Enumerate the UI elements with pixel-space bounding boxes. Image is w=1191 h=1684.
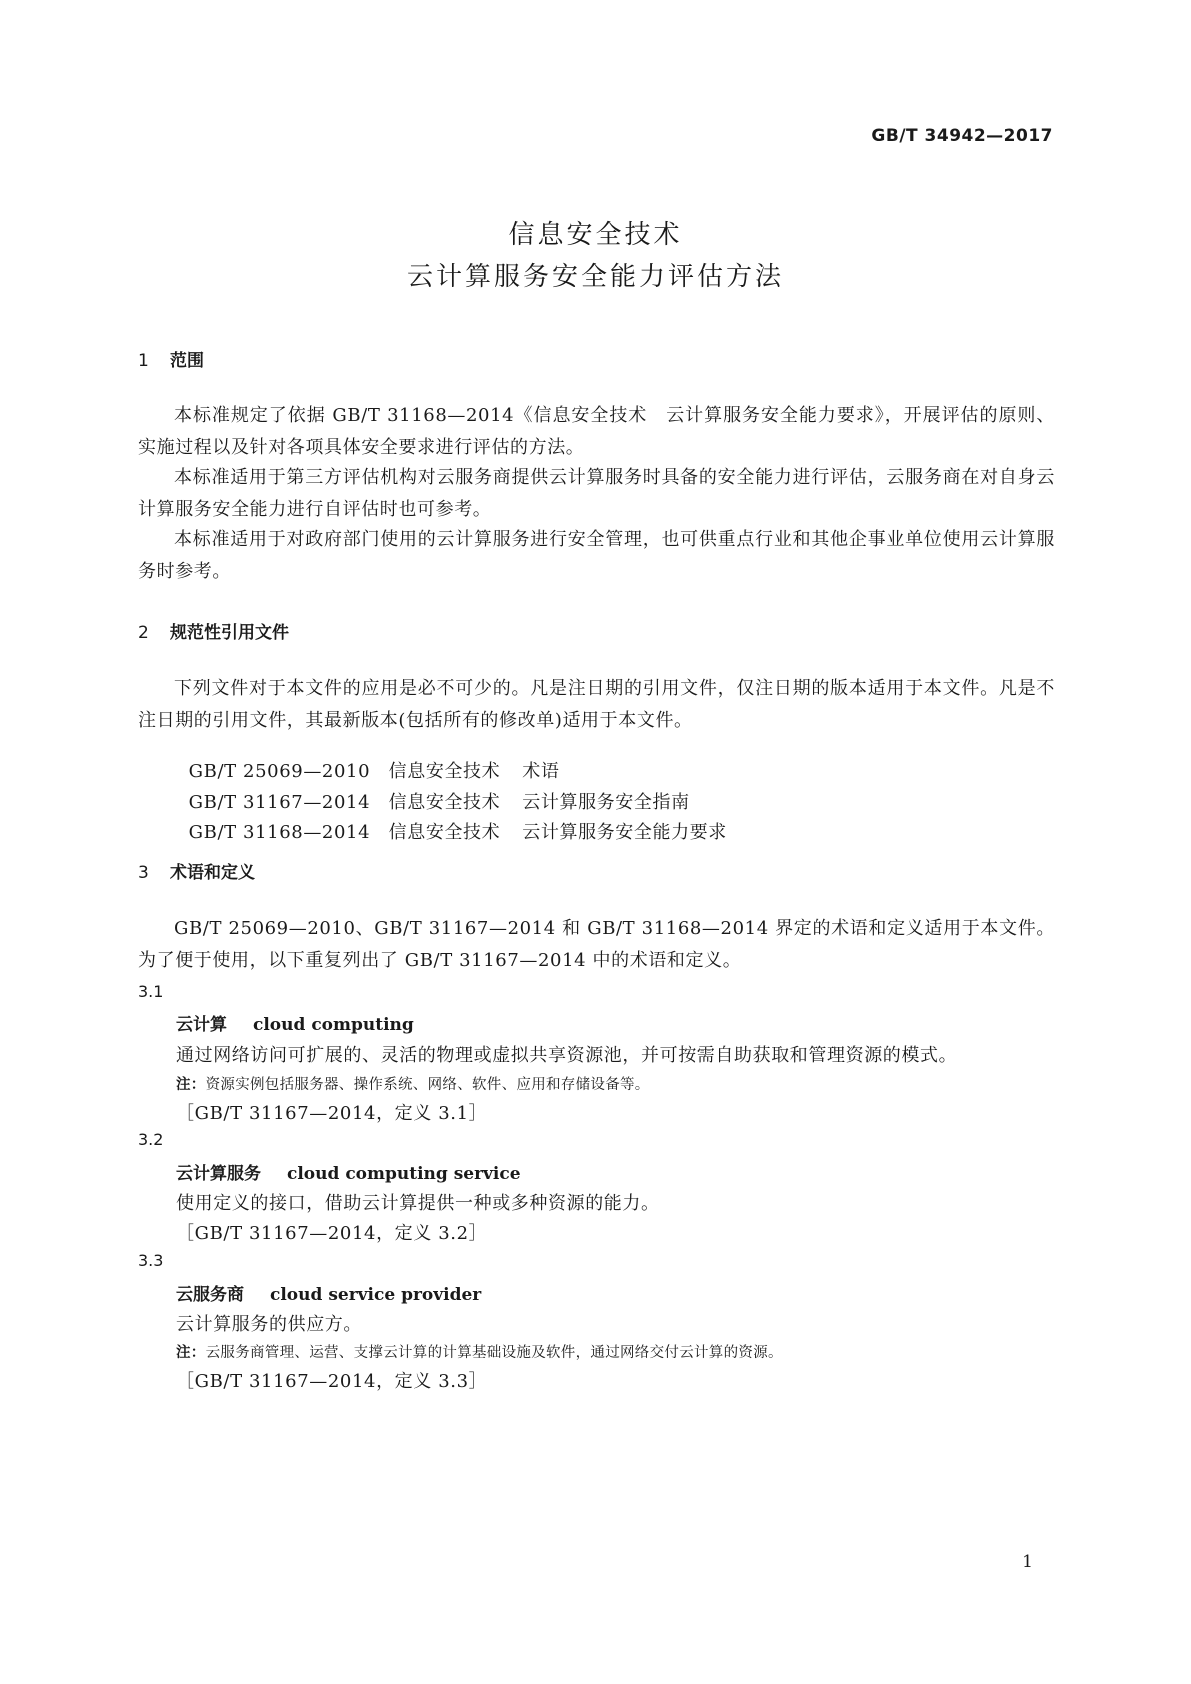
term-note [176,1341,783,1362]
term-heading [176,1010,414,1035]
section-2-paragraph: 下列文件对于本文件的应用是必不可少的。凡是注日期的引用文件，仅注日期的版本适用于本文件。凡是不注日期的引用文件，其最新版本(包括所有的修改单)适用于本文件。 [138,678,1055,731]
reference-title-part1: 信息安全技术 [388,792,501,813]
term-chinese: 云计算服务 [176,1164,261,1184]
section-number: 3 [138,863,149,883]
section-title: 范围 [170,351,204,371]
reference-code: GB/T 25069—2010 [188,761,371,782]
document-title-line1: 信息安全技术 [508,220,683,250]
term-number: 3.1 [138,982,164,1001]
term-english: cloud computing [253,1015,414,1035]
term-definition: 使用定义的接口，借助云计算提供一种或多种资源的能力。 [176,1193,660,1214]
term-source: ［GB/T 31167—2014，定义 3.3］ [176,1371,488,1392]
term-definition: 云计算服务的供应方。 [176,1314,362,1335]
reference-title-part1: 信息安全技术 [388,761,501,782]
section-1-paragraph-1: 本标准规定了依据 GB/T 31168—2014《信息安全技术 云计算服务安全能力要求》，开展评估的原则、实施过程以及针对各项具体安全要求进行评估的方法。 [138,405,1055,458]
term-source: ［GB/T 31167—2014，定义 3.1］ [176,1103,488,1124]
document-title-line2: 云计算服务安全能力评估方法 [406,262,784,292]
note-text: 资源实例包括服务器、操作系统、网络、软件、应用和存储设备等。 [205,1077,650,1093]
term-english: cloud computing service [287,1164,521,1184]
term-english: cloud service provider [270,1285,482,1305]
note-label: 注： [176,1345,206,1361]
term-note [176,1073,650,1094]
reference-title-part2: 云计算服务安全指南 [522,792,690,813]
term-number: 3.3 [138,1251,164,1270]
reference-code: GB/T 31168—2014 [188,822,371,843]
reference-item [176,797,727,844]
section-2-heading [138,618,289,643]
section-1-paragraph-3: 本标准适用于对政府部门使用的云计算服务进行安全管理，也可供重点行业和其他企事业单位使用云计算服务时参考。 [138,529,1055,582]
reference-title-part2: 云计算服务安全能力要求 [522,822,727,843]
section-title: 规范性引用文件 [170,623,289,643]
reference-title-part2: 术语 [522,761,560,782]
section-number: 1 [138,351,149,371]
section-number: 2 [138,623,149,643]
term-chinese: 云服务商 [176,1285,244,1305]
note-text: 云服务商管理、运营、支撑云计算的计算基础设施及软件，通过网络交付云计算的资源。 [205,1345,783,1361]
section-1-heading [138,346,204,371]
term-number: 3.2 [138,1130,164,1149]
section-3-heading [138,858,255,883]
term-heading [176,1159,521,1184]
note-label: 注： [176,1077,206,1093]
page-number: 1 [1022,1552,1033,1572]
reference-code: GB/T 31167—2014 [188,792,371,813]
section-3-paragraph: GB/T 25069—2010、GB/T 31167—2014 和 GB/T 31168—2014 界定的术语和定义适用于本文件。为了便于使用，以下重复列出了 GB/T 31167—2014 中的术语和定义。 [138,918,1055,971]
section-title: 术语和定义 [170,863,255,883]
term-definition: 通过网络访问可扩展的、灵活的物理或虚拟共享资源池，并可按需自助获取和管理资源的模式。 [176,1045,958,1066]
section-1-paragraph-2: 本标准适用于第三方评估机构对云服务商提供云计算服务时具备的安全能力进行评估，云服务商在对自身云计算服务安全能力进行自评估时也可参考。 [138,467,1055,520]
reference-title-part1: 信息安全技术 [388,822,501,843]
term-chinese: 云计算 [176,1015,227,1035]
term-heading [176,1280,481,1305]
standard-code: GB/T 34942—2017 [871,126,1053,146]
term-source: ［GB/T 31167—2014，定义 3.2］ [176,1223,488,1244]
